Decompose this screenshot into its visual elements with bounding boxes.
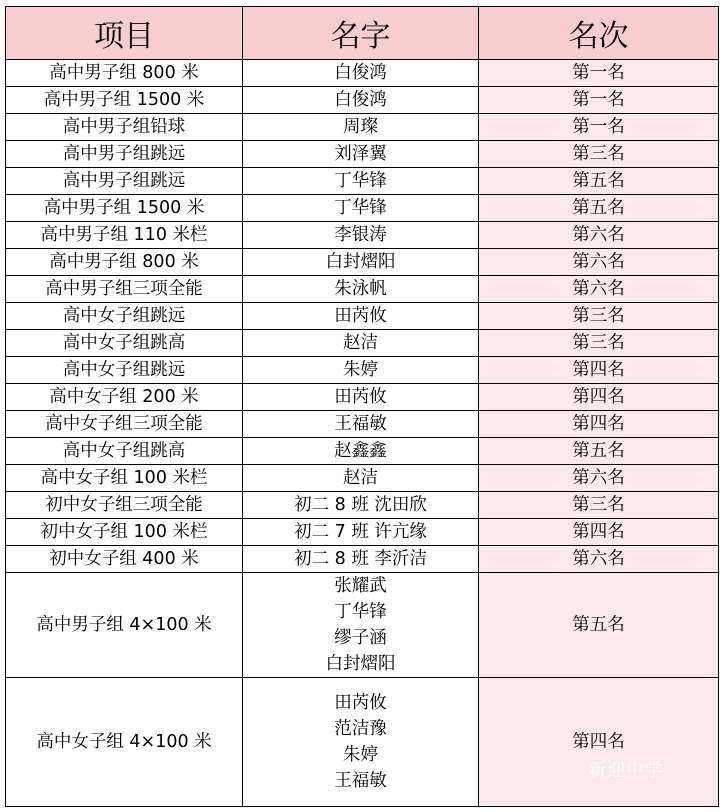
name-cell: 初二 8 班 沈田欣	[243, 492, 479, 519]
event-cell: 高中男子组跳远	[6, 168, 243, 195]
relay-member-name: 朱婷	[343, 745, 378, 765]
relay-member-name: 白封熠阳	[325, 654, 396, 674]
header-row	[6, 7, 719, 60]
table-row	[6, 384, 719, 411]
event-cell: 高中女子组跳远	[6, 357, 243, 384]
table-row	[6, 87, 719, 114]
rank-cell: 第五名	[479, 438, 719, 465]
table-row	[6, 222, 719, 249]
table-row	[6, 249, 719, 276]
name-cell: 初二 7 班 许亢缘	[243, 519, 479, 546]
name-cell: 丁华锋	[243, 195, 479, 222]
table-row	[6, 438, 719, 465]
name-cell: 田芮攸	[243, 384, 479, 411]
rank-cell: 第六名	[479, 222, 719, 249]
relay-member-name: 丁华锋	[334, 602, 387, 622]
event-cell: 初中女子组三项全能	[6, 492, 243, 519]
name-cell: 白俊鸿	[243, 60, 479, 87]
relay-row	[6, 678, 719, 807]
table-row	[6, 357, 719, 384]
rank-cell: 第四名	[479, 411, 719, 438]
event-cell: 初中女子组 400 米	[6, 546, 243, 573]
name-cell: 赵洁	[243, 465, 479, 492]
relay-member-name: 田芮攸	[334, 693, 387, 713]
rank-cell: 第一名	[479, 114, 719, 141]
event-cell: 初中女子组 100 米栏	[6, 519, 243, 546]
table-row	[6, 168, 719, 195]
relay-rank-cell: 第四名	[479, 678, 719, 807]
rank-cell: 第三名	[479, 303, 719, 330]
event-cell: 高中男子组 1500 米	[6, 195, 243, 222]
rank-cell: 第五名	[479, 195, 719, 222]
rank-cell: 第六名	[479, 276, 719, 303]
table-row	[6, 276, 719, 303]
relay-member-name: 范洁豫	[334, 719, 387, 739]
event-cell: 高中男子组 800 米	[6, 249, 243, 276]
table-row	[6, 60, 719, 87]
header-rank: 名次	[479, 7, 719, 60]
table-row	[6, 141, 719, 168]
watermark: 新迎中学	[588, 760, 664, 781]
name-cell: 田芮攸	[243, 303, 479, 330]
name-cell: 刘泽翼	[243, 141, 479, 168]
table-row	[6, 303, 719, 330]
event-cell: 高中女子组三项全能	[6, 411, 243, 438]
name-cell: 朱泳帆	[243, 276, 479, 303]
event-cell: 高中女子组跳高	[6, 438, 243, 465]
event-cell: 高中女子组 200 米	[6, 384, 243, 411]
name-cell: 赵鑫鑫	[243, 438, 479, 465]
table-row	[6, 492, 719, 519]
rank-cell: 第三名	[479, 492, 719, 519]
relay-event-cell: 高中女子组 4×100 米	[6, 678, 243, 807]
table-row	[6, 114, 719, 141]
event-cell: 高中女子组跳高	[6, 330, 243, 357]
event-cell: 高中男子组跳远	[6, 141, 243, 168]
table-row	[6, 195, 719, 222]
table-row	[6, 330, 719, 357]
table-row	[6, 411, 719, 438]
relay-event-cell: 高中男子组 4×100 米	[6, 573, 243, 678]
relay-names-cell	[243, 678, 479, 807]
event-cell: 高中女子组跳远	[6, 303, 243, 330]
rank-cell: 第五名	[479, 168, 719, 195]
relay-rank-cell: 第五名	[479, 573, 719, 678]
relay-member-name: 缪子涵	[334, 628, 387, 648]
relay-member-name: 张耀武	[334, 576, 387, 596]
name-cell: 李银涛	[243, 222, 479, 249]
rank-cell: 第三名	[479, 141, 719, 168]
name-cell: 丁华锋	[243, 168, 479, 195]
name-cell: 初二 8 班 李沂洁	[243, 546, 479, 573]
name-cell: 赵洁	[243, 330, 479, 357]
relay-member-name: 王福敏	[334, 771, 387, 791]
event-cell: 高中男子组 1500 米	[6, 87, 243, 114]
rank-cell: 第六名	[479, 546, 719, 573]
rank-cell: 第一名	[479, 87, 719, 114]
table-row	[6, 519, 719, 546]
rank-cell: 第四名	[479, 357, 719, 384]
event-cell: 高中男子组三项全能	[6, 276, 243, 303]
event-cell: 高中女子组 100 米栏	[6, 465, 243, 492]
relay-row	[6, 573, 719, 678]
name-cell: 白俊鸿	[243, 87, 479, 114]
rank-cell: 第六名	[479, 249, 719, 276]
name-cell: 朱婷	[243, 357, 479, 384]
table-row	[6, 546, 719, 573]
event-cell: 高中男子组 800 米	[6, 60, 243, 87]
name-cell: 王福敏	[243, 411, 479, 438]
event-cell: 高中男子组铅球	[6, 114, 243, 141]
relay-names-cell	[243, 573, 479, 678]
header-name: 名字	[243, 7, 479, 60]
rank-cell: 第六名	[479, 465, 719, 492]
name-cell: 周璨	[243, 114, 479, 141]
name-cell: 白封熠阳	[243, 249, 479, 276]
header-event: 项目	[6, 7, 243, 60]
rank-cell: 第三名	[479, 330, 719, 357]
table-row	[6, 465, 719, 492]
event-cell: 高中男子组 110 米栏	[6, 222, 243, 249]
rank-cell: 第四名	[479, 519, 719, 546]
rank-cell: 第一名	[479, 60, 719, 87]
results-table	[5, 6, 719, 807]
rank-cell: 第四名	[479, 384, 719, 411]
